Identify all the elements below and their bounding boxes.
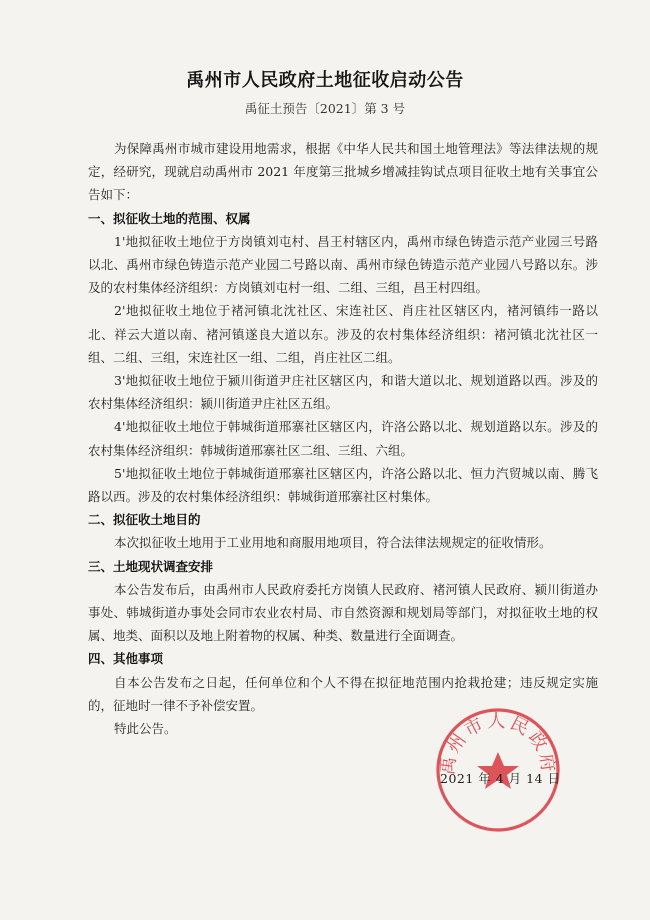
section-2-heading: 二、拟征收土地目的	[88, 512, 201, 528]
section-4-heading: 四、其他事项	[88, 651, 164, 667]
section-3-paragraph-1: 本公告发布后，由禹州市人民政府委托方岗镇人民政府、褚河镇人民政府、颍川街道办事处、韩城街道办事处会同市农业农村局、市自然资源和规划局等部门，对拟征收土地的权属、地类、面积以及地上附着物的权属、种类、数量进行全面调查。	[88, 581, 598, 644]
intro-paragraph: 为保障禹州市城市建设用地需求，根据《中华人民共和国土地管理法》等法律法规的规定，经研究，现就启动禹州市 2021 年度第三批城乡增减挂钩试点项目征收土地有关事宜公告如下：	[88, 141, 598, 203]
notice-body	[88, 137, 598, 740]
closing-phrase: 特此公告。	[114, 721, 177, 737]
section-1-paragraph-5: 5'地拟征收土地位于韩城街道邢寨社区辖区内，许洛公路以北、恒力汽贸城以南、腾飞路以西。涉及的农村集体经济组织：韩城街道邢寨社区村集体。	[88, 465, 598, 505]
section-1-heading: 一、拟征收土地的范围、权属	[88, 210, 251, 226]
section-3-heading: 三、土地现状调查安排	[88, 558, 214, 574]
section-4-paragraph-1: 自本公告发布之日起，任何单位和个人不得在拟征地范围内抢栽抢建；违反规定实施的，征地时一律不予补偿安置。	[88, 674, 598, 713]
section-1-paragraph-2: 2'地拟征收土地位于褚河镇北沈社区、宋连社区、肖庄社区辖区内，褚河镇纬一路以北、祥云大道以南、褚河镇遂良大道以东。涉及的农村集体经济组织：褚河镇北沈社区一组、二组、三组，宋连社区一组、二组，肖庄社区二组。	[88, 303, 598, 365]
section-1-paragraph-1: 1'地拟征收土地位于方岗镇刘屯村、昌王村辖区内，禹州市绿色铸造示范产业园三号路以北、禹州市绿色铸造示范产业园二号路以南、禹州市绿色铸造示范产业园八号路以东。涉及的农村集体经济组织：方岗镇刘屯村一组、二组、三组，昌王村四组。	[88, 233, 598, 296]
document-number: 禹征土预告〔2021〕第 3 号	[244, 101, 406, 116]
issue-date: 2021 年 4 月 14 日	[440, 771, 561, 786]
section-1-paragraph-3: 3'地拟征收土地位于颍川街道尹庄社区辖区内，和谐大道以北、规划道路以西。涉及的农村集体经济组织：颍川街道尹庄社区五组。	[88, 373, 598, 412]
section-2-paragraph-1: 本次拟征收土地用于工业用地和商服用地项目，符合法律法规规定的征收情形。	[114, 535, 552, 551]
section-1-paragraph-4: 4'地拟征收土地位于韩城街道邢寨社区辖区内，许洛公路以北、规划道路以东。涉及的农村集体经济组织：韩城街道邢寨社区二组、三组、六组。	[88, 419, 598, 458]
seal-text: 禹州市人民政府	[437, 710, 559, 777]
notice-title: 禹州市人民政府土地征收启动公告	[186, 70, 464, 91]
